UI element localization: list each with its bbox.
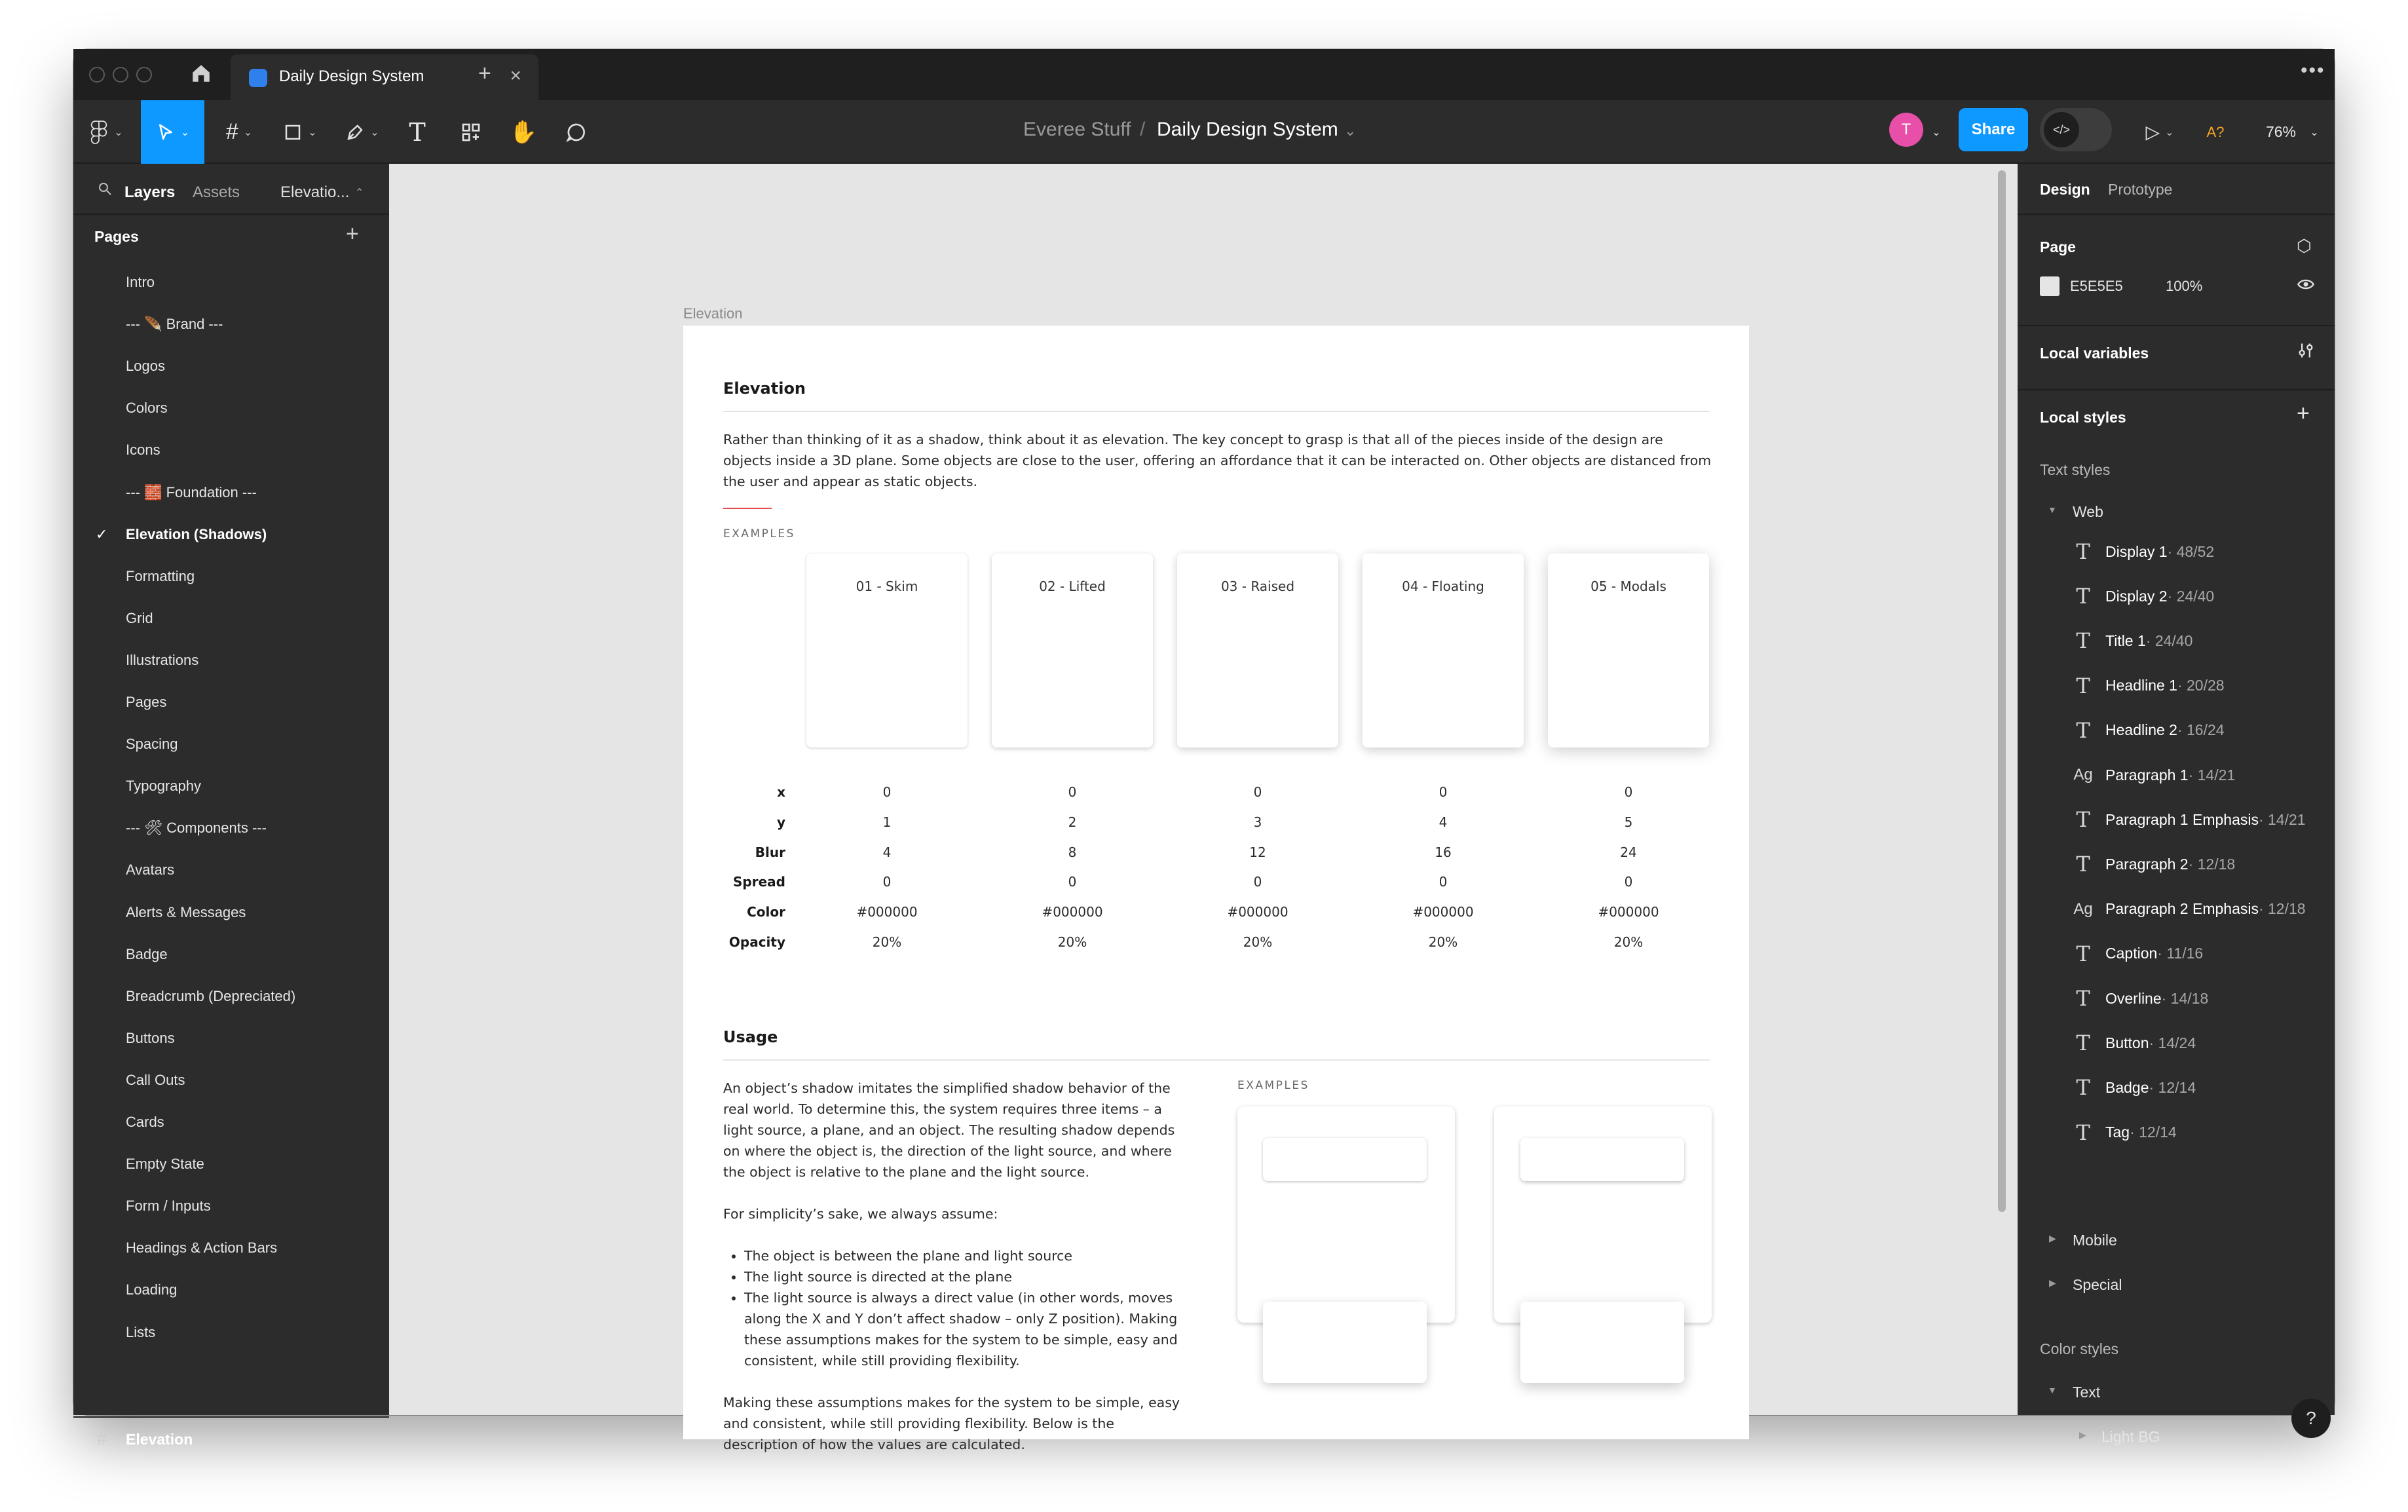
text-style-item[interactable]	[2069, 1120, 2177, 1146]
divider	[2018, 389, 2335, 390]
figma-logo-icon	[89, 121, 109, 143]
dev-mode-toggle[interactable]	[2040, 108, 2112, 151]
table-cell: 4	[1439, 814, 1448, 830]
page-item[interactable]: Elevation (Shadows)	[126, 525, 267, 542]
elevation-title: Elevation	[723, 379, 806, 398]
color-styles-heading: Color styles	[2040, 1340, 2119, 1357]
hand-icon: ✋	[509, 119, 538, 145]
page-item[interactable]: Cards	[126, 1114, 164, 1130]
text-style-t-icon: T	[2076, 628, 2090, 654]
text-style-size: · 14/18	[2161, 989, 2209, 1007]
table-cell: 20%	[872, 934, 902, 950]
table-row-label: Color	[747, 904, 785, 920]
local-variables-heading[interactable]: Local variables	[2040, 345, 2149, 362]
text-styles-heading: Text styles	[2040, 461, 2111, 478]
text-style-name: Paragraph 1	[2105, 766, 2189, 784]
list-item: • The light source is directed at the plane	[744, 1266, 1182, 1287]
close-tab-icon[interactable]: ×	[510, 65, 521, 86]
text-style-name: Button	[2105, 1034, 2149, 1051]
frame-icon: #	[225, 119, 238, 144]
table-row-label: Spread	[733, 874, 785, 890]
tab-prototype[interactable]: Prototype	[2108, 181, 2173, 198]
page-item[interactable]: Buttons	[126, 1029, 175, 1046]
pen-tool-button[interactable]: ⌄	[334, 100, 390, 164]
example-object-skim-2	[1520, 1138, 1684, 1181]
page-item[interactable]: Logos	[126, 358, 165, 375]
avatar-chevron-icon[interactable]: ⌄	[1932, 126, 1941, 138]
left-panel-header	[73, 164, 389, 215]
list-item: • The object is between the plane and light source	[744, 1245, 1182, 1266]
page-item[interactable]: Grid	[126, 609, 153, 626]
example-object-floating-1	[1263, 1302, 1427, 1383]
page-item[interactable]: Spacing	[126, 736, 178, 753]
file-menu-chevron-icon[interactable]: ⌄	[1344, 123, 1357, 139]
comment-icon	[565, 122, 586, 143]
design-panel	[2018, 164, 2335, 1445]
table-cell: 0	[1253, 784, 1262, 800]
zoom-chevron-icon[interactable]: ⌄	[2310, 126, 2319, 138]
text-style-size: · 24/40	[2167, 587, 2215, 605]
table-cell: 0	[1624, 874, 1633, 890]
special-group[interactable]: Special	[2073, 1276, 2122, 1293]
app-window	[73, 49, 2335, 1452]
text-style-t-icon: T	[2076, 852, 2090, 877]
page-select[interactable]: Elevatio...	[280, 183, 350, 201]
move-tool-button[interactable]: ⌄	[141, 100, 204, 164]
usage-paragraph-2: For simplicity’s sake, we always assume:	[723, 1206, 998, 1222]
text-style-size: · 14/24	[2149, 1034, 2196, 1051]
text-style-size: · 14/21	[2188, 766, 2236, 784]
table-cell: 1	[882, 814, 892, 830]
text-style-name: Badge	[2105, 1078, 2149, 1096]
hand-tool-button[interactable]	[500, 100, 546, 164]
page-item[interactable]: Intro	[126, 274, 155, 290]
tab-bar	[73, 49, 2335, 100]
table-cell: 3	[1253, 814, 1262, 830]
table-cell: 8	[1068, 844, 1077, 860]
breadcrumb-separator: /	[1140, 119, 1146, 140]
text-style-name: Caption	[2105, 945, 2158, 962]
code-icon: </>	[2044, 112, 2079, 147]
frame-icon: #	[97, 1428, 107, 1448]
text-style-t-icon: T	[2076, 584, 2090, 609]
text-style-item[interactable]	[2069, 628, 2192, 654]
elevation-card-label: 03 - Raised	[1220, 578, 1295, 594]
table-cell: #000000	[1412, 904, 1474, 920]
text-style-name: Tag	[2105, 1124, 2130, 1141]
page-item[interactable]: Colors	[126, 400, 168, 417]
text-style-name: Paragraph 2 Emphasis	[2105, 900, 2259, 918]
variables-icon[interactable]	[2297, 341, 2315, 364]
local-styles-heading: Local styles	[2040, 409, 2126, 426]
file-tab-title: Daily Design System	[279, 67, 424, 85]
text-style-size: · 12/14	[2130, 1124, 2177, 1141]
text-style-size: · 14/21	[2258, 810, 2306, 828]
breadcrumb-file[interactable]: Daily Design System	[1157, 119, 1338, 140]
text-style-item[interactable]	[2069, 851, 2235, 877]
text-style-size: · 20/28	[2177, 677, 2225, 694]
missing-fonts-badge[interactable]: A?	[2206, 123, 2225, 140]
text-style-size: · 11/16	[2157, 945, 2204, 962]
text-style-t-icon: T	[2076, 539, 2090, 564]
pages-heading: Pages	[94, 228, 139, 245]
text-style-item[interactable]	[2069, 896, 2306, 922]
page-item[interactable]: Lists	[126, 1323, 156, 1340]
elevation-card	[1363, 554, 1524, 747]
table-row-label: x	[777, 784, 785, 800]
page-item[interactable]: Illustrations	[126, 651, 199, 668]
elevation-card-label: 01 - Skim	[856, 578, 918, 594]
list-item: • The light source is always a direct value (in other words, moves along the X and Y don’t affect shadow – only Z position). Making these assumptions makes for the system to be simple, easy and consistent, while still providing flexibility.	[744, 1287, 1182, 1371]
text-style-name: Display 1	[2105, 542, 2168, 560]
page-select-chevron-icon[interactable]: ⌃	[355, 187, 364, 198]
page-item[interactable]: Alerts & Messages	[126, 903, 246, 920]
text-style-item[interactable]	[2069, 539, 2214, 565]
text-style-name: Paragraph 1 Emphasis	[2105, 810, 2259, 828]
add-style-icon[interactable]: +	[2297, 401, 2310, 426]
table-cell: 20%	[1428, 934, 1458, 950]
divider	[723, 411, 1710, 412]
tab-assets[interactable]: Assets	[193, 183, 240, 201]
divider	[2018, 325, 2335, 326]
text-style-item[interactable]	[2069, 762, 2235, 788]
text-style-size: · 16/24	[2177, 721, 2225, 739]
table-cell: 0	[882, 874, 892, 890]
text-style-size: · 12/14	[2149, 1078, 2196, 1096]
main-menu-button[interactable]: ⌄	[80, 100, 132, 164]
canvas-scrollbar[interactable]	[1998, 170, 2006, 1212]
page-item[interactable]: Loading	[126, 1281, 178, 1298]
frame-label[interactable]: Elevation	[683, 305, 743, 322]
text-style-name: Display 2	[2105, 587, 2168, 605]
table-cell: 16	[1435, 844, 1452, 860]
table-cell: 12	[1249, 844, 1266, 860]
canvas[interactable]	[389, 164, 2018, 1452]
page-item[interactable]: Form / Inputs	[126, 1198, 211, 1215]
text-style-size: · 12/18	[2188, 855, 2236, 873]
resources-icon	[461, 122, 481, 143]
breadcrumb-team[interactable]: Everee Stuff	[1023, 119, 1131, 140]
elevation-card-label: 02 - Lifted	[1039, 578, 1106, 594]
layer-name: Elevation	[126, 1431, 193, 1448]
text-style-item[interactable]	[2069, 985, 2208, 1011]
cursor-icon	[156, 123, 176, 142]
present-button[interactable]: ▷ ⌄	[2145, 122, 2174, 142]
eye-icon[interactable]	[2297, 275, 2315, 297]
text-style-item[interactable]	[2069, 1074, 2196, 1101]
table-cell: 0	[1068, 874, 1077, 890]
table-row-label: Blur	[755, 844, 785, 860]
zoom-level[interactable]: 76%	[2265, 123, 2297, 140]
example-object-floating-2	[1520, 1302, 1684, 1383]
table-cell: 2	[1068, 814, 1077, 830]
play-icon: ▷	[2145, 122, 2160, 142]
mobile-group[interactable]: Mobile	[2073, 1232, 2117, 1249]
special-group-caret-icon[interactable]: ▶	[2049, 1277, 2056, 1288]
text-style-t-icon: T	[2076, 986, 2090, 1011]
table-cell: #000000	[856, 904, 918, 920]
text-style-name: Headline 1	[2105, 677, 2177, 694]
elevation-card	[992, 554, 1153, 747]
help-button[interactable]: ?	[2291, 1399, 2331, 1438]
light-bg-group[interactable]: Light BG	[2101, 1428, 2160, 1445]
text-style-item[interactable]	[2069, 673, 2225, 699]
text-style-size: · 48/52	[2167, 542, 2215, 560]
text-style-size: · 12/18	[2258, 900, 2306, 918]
usage-examples-label: EXAMPLES	[1237, 1079, 1309, 1092]
text-style-t-icon: T	[2076, 1075, 2090, 1101]
elevation-card	[1177, 554, 1338, 747]
table-cell: 20%	[1243, 934, 1273, 950]
elevation-frame[interactable]	[683, 326, 1749, 1452]
elevation-card	[1548, 554, 1709, 747]
elevation-description: Rather than thinking of it as a shadow, think about it as elevation. The key concept to grasp is that all of the pieces inside of the design are objects inside a 3D plane. Some objects are close to the user, offering an affordance that it can be interacted on. Other objects are distanced from the user and appear as static objects.	[723, 432, 1712, 489]
page-item[interactable]: Headings & Action Bars	[126, 1239, 278, 1257]
page-item[interactable]: Icons	[126, 442, 160, 459]
text-style-t-icon: T	[2076, 1120, 2090, 1145]
pen-icon	[345, 123, 365, 142]
home-icon[interactable]	[190, 62, 212, 88]
page-item[interactable]: Avatars	[126, 861, 175, 879]
table-row-label: Opacity	[728, 934, 785, 950]
table-cell: 20%	[1613, 934, 1644, 950]
text-tool-button[interactable]	[394, 100, 440, 164]
shape-tool-button[interactable]: ⌄	[272, 100, 328, 164]
page-item[interactable]: --- 🪶 Brand ---	[126, 316, 223, 333]
table-cell: #000000	[1227, 904, 1289, 920]
page-item[interactable]: Badge	[126, 945, 168, 962]
text-style-size: · 24/40	[2145, 632, 2193, 649]
text-style-t-icon: T	[2076, 1030, 2090, 1056]
text-style-t-icon: T	[2076, 941, 2090, 966]
resources-tool-button[interactable]	[448, 100, 494, 164]
table-cell: #000000	[1598, 904, 1659, 920]
table-cell: 24	[1620, 844, 1637, 860]
table-row-label: y	[776, 814, 785, 830]
light-bg-caret-icon[interactable]: ▶	[2079, 1429, 2086, 1440]
text-style-name: Overline	[2105, 989, 2162, 1007]
toolbar	[73, 100, 2335, 164]
page-item[interactable]: Pages	[126, 694, 167, 710]
file-tab-logo-icon	[249, 69, 267, 87]
text-style-item[interactable]	[2069, 583, 2214, 609]
table-cell: 0	[1439, 784, 1448, 800]
page-heading: Page	[2040, 238, 2076, 255]
table-cell: 0	[1439, 874, 1448, 890]
tab-layers[interactable]: Layers	[124, 183, 176, 201]
text-style-ag-icon: Ag	[2073, 766, 2093, 784]
page-item[interactable]: --- 🛠 Components ---	[126, 820, 267, 837]
window-close-dot[interactable]	[89, 67, 105, 83]
page-opacity[interactable]: 100%	[2166, 278, 2203, 294]
table-cell: 0	[1253, 874, 1262, 890]
text-style-name: Title 1	[2105, 632, 2146, 649]
page-color-swatch[interactable]	[2040, 276, 2060, 296]
add-page-icon[interactable]: +	[346, 221, 359, 246]
text-style-name: Headline 2	[2105, 721, 2177, 739]
web-group-caret-icon[interactable]: ▼	[2048, 504, 2057, 515]
elevation-card-label: 04 - Floating	[1402, 578, 1484, 594]
text-style-name: Paragraph 2	[2105, 855, 2189, 873]
text-style-t-icon: T	[2076, 717, 2090, 743]
new-tab-icon[interactable]: +	[478, 61, 491, 86]
text-style-item[interactable]	[2069, 941, 2203, 967]
text-color-group[interactable]: Text	[2073, 1384, 2101, 1401]
usage-title: Usage	[723, 1028, 778, 1046]
rectangle-icon	[283, 123, 303, 142]
table-cell: 0	[882, 784, 892, 800]
window-zoom-dot[interactable]	[136, 67, 152, 83]
mobile-group-caret-icon[interactable]: ▶	[2049, 1233, 2056, 1243]
examples-label: EXAMPLES	[723, 527, 795, 540]
window-minimize-dot[interactable]	[113, 67, 128, 83]
frame-tool-button[interactable]: # ⌄	[225, 119, 253, 144]
page-color-hex[interactable]: E5E5E5	[2070, 278, 2123, 294]
page-item[interactable]: Empty State	[126, 1156, 204, 1173]
example-object-skim-1	[1263, 1138, 1427, 1181]
text-icon: T	[409, 117, 426, 147]
search-icon[interactable]	[97, 181, 113, 200]
text-style-ag-icon: Ag	[2073, 899, 2093, 918]
usage-paragraph-1: An object’s shadow imitates the simplified shadow behavior of the real world. To determine this, the system requires three items – a light source, a plane, and an object. The resulting shadow depends on where the object is, the direction of the light source, and where the object is relative to the plane and the light source.	[723, 1080, 1175, 1180]
avatar[interactable]: T	[1889, 113, 1923, 147]
divider	[723, 1059, 1710, 1061]
table-cell: 4	[882, 844, 892, 860]
elevation-card	[806, 554, 968, 747]
layers-panel	[73, 164, 389, 1448]
page-item[interactable]: Formatting	[126, 567, 195, 584]
accent-divider	[723, 508, 772, 509]
elevation-card-label: 05 - Modals	[1590, 578, 1666, 594]
page-item[interactable]: Breadcrumb (Depreciated)	[126, 987, 296, 1004]
text-style-item[interactable]	[2069, 717, 2225, 744]
table-cell: 20%	[1057, 934, 1087, 950]
selected-check-icon: ✓	[96, 525, 108, 542]
page-item[interactable]: Call Outs	[126, 1071, 185, 1088]
text-group-caret-icon[interactable]: ▼	[2048, 1385, 2057, 1395]
file-tab[interactable]	[231, 54, 538, 100]
usage-paragraph-3: Making these assumptions makes for the system to be simple, easy and consistent, while still providing flexibility. Below is the description of how the values are calculated.	[723, 1395, 1180, 1452]
page-settings-icon[interactable]: ⬡	[2297, 236, 2312, 255]
table-cell: 5	[1624, 814, 1633, 830]
table-cell: 0	[1068, 784, 1077, 800]
page-item[interactable]: Typography	[126, 778, 201, 795]
text-style-item[interactable]	[2069, 806, 2306, 833]
page-item[interactable]: --- 🧱 Foundation ---	[126, 483, 257, 501]
text-style-t-icon: T	[2076, 807, 2090, 833]
tab-design[interactable]: Design	[2040, 181, 2090, 198]
table-cell: 0	[1624, 784, 1633, 800]
more-icon[interactable]: •••	[2301, 60, 2325, 81]
share-button[interactable]: Share	[1959, 108, 2028, 151]
text-style-t-icon: T	[2076, 673, 2090, 698]
comment-tool-button[interactable]	[553, 100, 599, 164]
table-cell: #000000	[1042, 904, 1103, 920]
text-style-item[interactable]	[2069, 1030, 2196, 1056]
web-group[interactable]: Web	[2073, 503, 2103, 520]
usage-bullet-list	[723, 1245, 1182, 1371]
right-panel-header	[2018, 164, 2335, 215]
layer-row[interactable]	[73, 1418, 389, 1464]
